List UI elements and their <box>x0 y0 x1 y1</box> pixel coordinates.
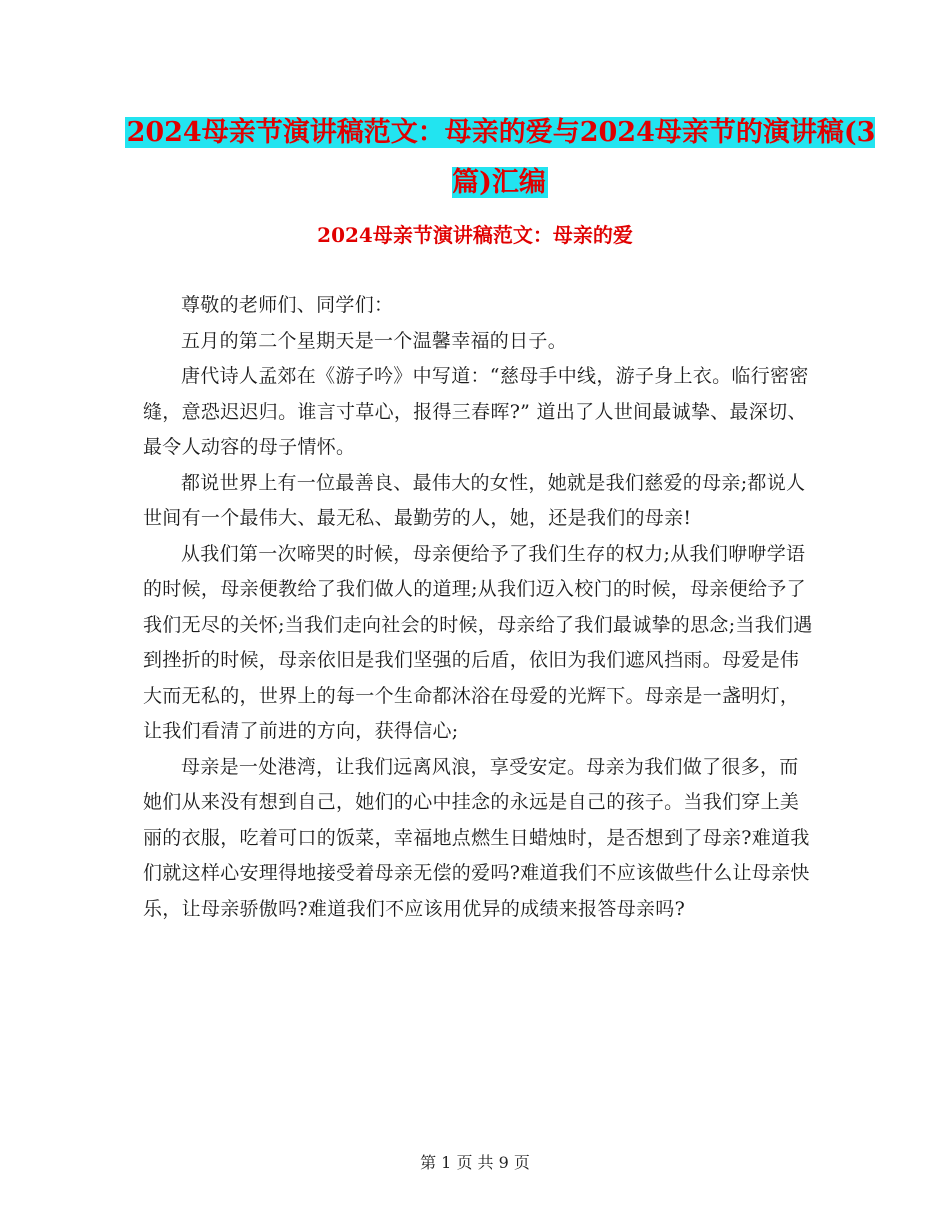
document-title <box>120 108 880 208</box>
paragraph: 母亲是一处港湾，让我们远离风浪，享受安定。母亲为我们做了很多，而她们从来没有想到自己，她们的心中挂念的永远是自己的孩子。当我们穿上美丽的衣服，吃着可口的饭菜，幸福地点燃生日蜡烛时，是否想到了母亲?难道我们就这样心安理得地接受着母亲无偿的爱吗?难道我们不应该做些什么让母亲快乐，让母亲骄傲吗?难道我们不应该用优异的成绩来报答母亲吗? <box>143 755 810 920</box>
paragraph: 唐代诗人孟郊在《游子吟》中写道：“慈母手中线，游子身上衣。临行密密缝，意恐迟迟归。谁言寸草心，报得三春晖?” 道出了人世间最诚挚、最深切、最令人动容的母子情怀。 <box>143 365 809 458</box>
document-title-text: 2024母亲节演讲稿范文：母亲的爱与2024母亲节的演讲稿(3篇)汇编 <box>126 117 876 198</box>
paragraph-greeting: 尊敬的老师们、同学们： <box>181 294 394 316</box>
paragraph: 从我们第一次啼哭的时候，母亲便给予了我们生存的权力;从我们咿咿学语的时候，母亲便教给了我们做人的道理;从我们迈入校门的时候，母亲便给予了我们无尽的关怀;当我们走向社会的时候，母亲给了我们最诚挚的思念;当我们遇到挫折的时候，母亲依旧是我们坚强的后盾，依旧为我们遮风挡雨。母爱是伟大而无私的，世界上的每一个生命都沐浴在母爱的光辉下。母亲是一盏明灯，让我们看清了前进的方向，获得信心; <box>143 542 813 742</box>
page-footer: 第 1 页 共 9 页 <box>420 1153 530 1172</box>
paragraph: 五月的第二个星期天是一个温馨幸福的日子。 <box>181 329 568 352</box>
section-heading: 2024母亲节演讲稿范文：母亲的爱 <box>317 223 633 247</box>
paragraph: 都说世界上有一位最善良、最伟大的女性，她就是我们慈爱的母亲;都说人世间有一个最伟大、最无私、最勤劳的人，她，还是我们的母亲! <box>143 471 806 529</box>
document-body <box>143 288 813 927</box>
